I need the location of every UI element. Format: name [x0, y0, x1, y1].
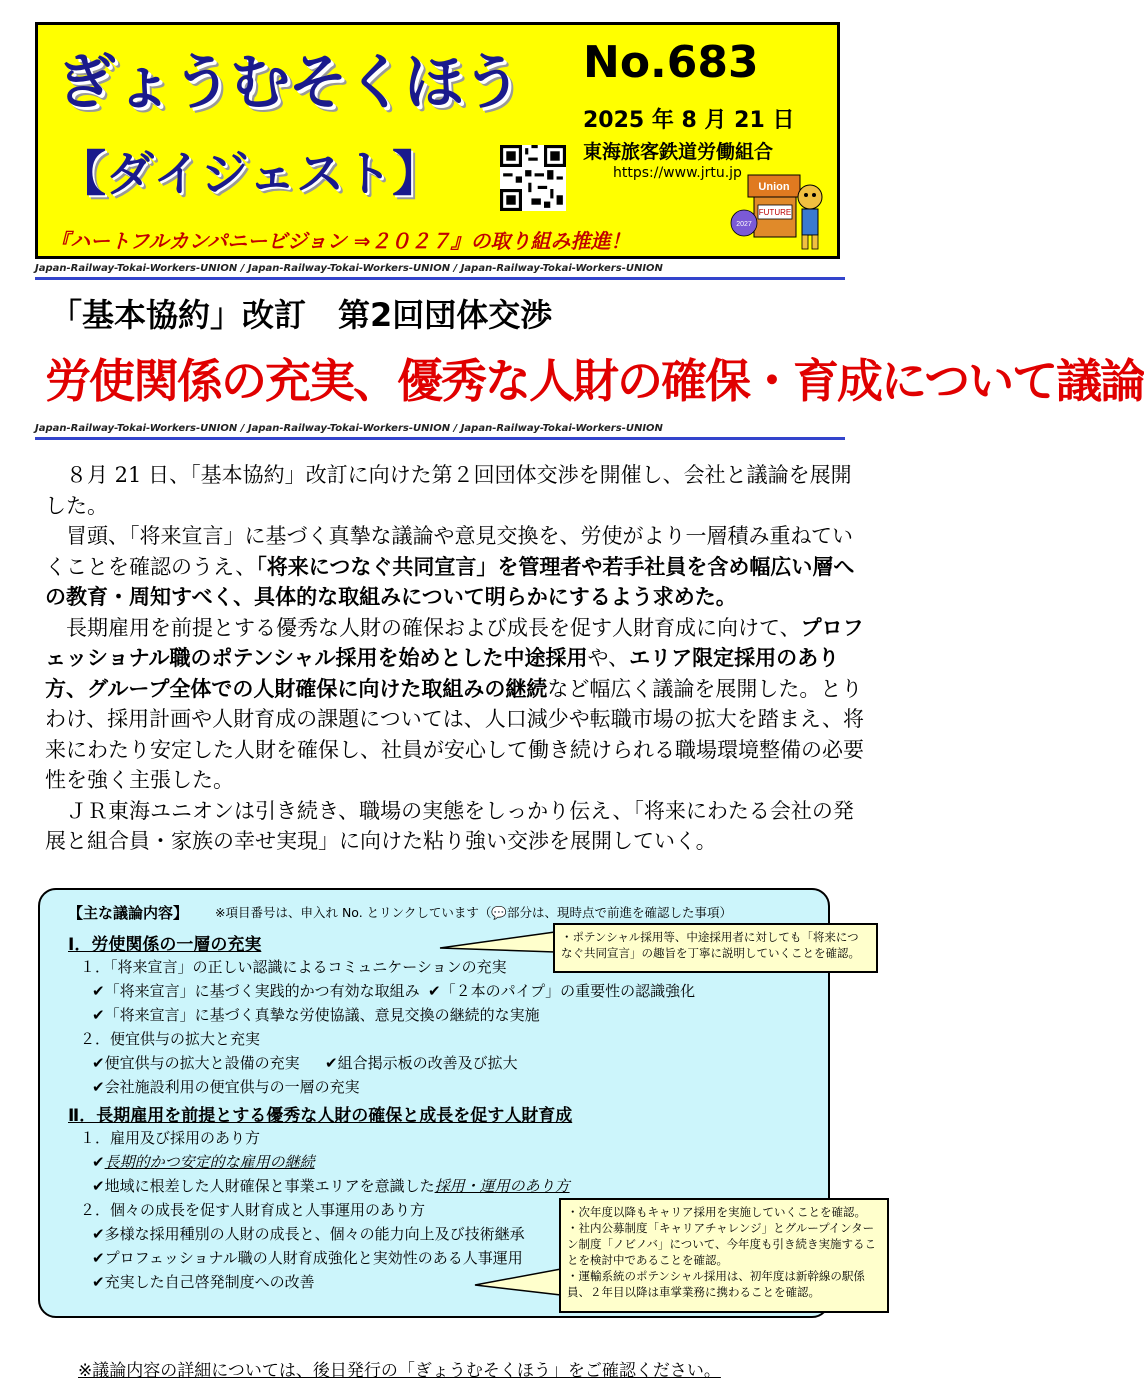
- mascot-year-badge: 2027: [736, 221, 752, 228]
- article-subtitle: 「基本協約」改訂 第2回団体交渉: [50, 296, 553, 334]
- section-2-heading: Ⅱ．長期雇用を前提とする優秀な人財の確保と成長を促す人財育成: [68, 1106, 573, 1126]
- s2-check-1: ✔長期的かつ安定的な雇用の継続: [92, 1153, 315, 1171]
- s2-check-2: [92, 1175, 570, 1196]
- paragraph-2: [45, 521, 865, 613]
- p3-bold-b: エリア限定採用のあり方、グループ全体での人財確保に向けた取組みの継続: [45, 646, 840, 701]
- s2-item-2: ２．個々の成長を促す人財育成と人事運用のあり方: [80, 1201, 426, 1219]
- paragraph-3: [45, 613, 865, 796]
- s1-check-2: ✔「２本のパイプ」の重要性の認識強化: [428, 982, 696, 1000]
- p3-bold-a: プロフェッショナル職のポテンシャル採用を始めとした中途採用: [45, 615, 864, 670]
- qr-code-icon[interactable]: [500, 145, 566, 211]
- summary-note: ※項目番号は、申入れ No. とリンクしています（💬部分は、現時点で前進を確認した事項）: [215, 905, 732, 920]
- callout-2-line-2: ・社内公募制度「キャリアチャレンジ」とグループインターン制度「ノビノバ」について、今年度も引き続き実施することを検討中であることを確認。: [567, 1221, 877, 1267]
- s2-check-2-text: ✔地域に根差した人財確保と事業エリアを意識した: [92, 1177, 435, 1195]
- callout-2-line-3: ・運輸系統のポテンシャル採用は、初年度は新幹線の駅係員、２年目以降は車掌業務に携わることを確認。: [567, 1269, 865, 1299]
- article-headline: 労使関係の充実、優秀な人財の確保・育成について議論: [45, 354, 1144, 408]
- slogan: 『ハートフルカンパニービジョン ⇒２０２７』の取り組み推進！: [50, 229, 631, 253]
- s2-item-1: １．雇用及び採用のあり方: [80, 1129, 261, 1147]
- callout-1-text: ・ポテンシャル採用等、中途採用者に対しても「将来につなぐ共同宣言」の趣旨を丁寧に説明していくことを確認。: [561, 930, 860, 960]
- s1-check-5: ✔組合掲示板の改善及び拡大: [325, 1054, 518, 1072]
- callout-progress-2: [559, 1198, 889, 1313]
- summary-title: 【主な議論内容】: [68, 904, 189, 922]
- newsletter-title: ぎょうむそくほう: [56, 48, 520, 118]
- decorative-band-top: Japan-Railway-Tokai-Workers-UNION / Japan-Railway-Tokai-Workers-UNION / Japan-Railway-Tokai-Workers-UNION: [35, 263, 845, 280]
- s1-check-6: ✔会社施設利用の便宜供与の一層の充実: [92, 1078, 360, 1096]
- issue-number: No.683: [583, 37, 759, 88]
- s2-check-2-emph: 採用・運用のあり方: [434, 1177, 570, 1195]
- s1-check-4: ✔便宜供与の拡大と設備の充実: [92, 1054, 300, 1072]
- callout-progress-1: [553, 923, 878, 973]
- s1-item-2: ２．便宜供与の拡大と充実: [80, 1030, 261, 1048]
- p2-bold: 「将来につなぐ共同宣言」を管理者や若手社員を含め幅広い層への教育・周知すべく、具体的な取組みについて明らかにするよう求めた。: [45, 554, 855, 609]
- p3-text-a: 長期雇用を前提とする優秀な人財の確保および成長を促す人財育成に向けて、: [66, 615, 801, 640]
- union-mascot-icon: [718, 175, 830, 253]
- paragraph-4: ＪＲ東海ユニオンは引き続き、職場の実態をしっかり伝え、「将来にわたる会社の発展と組合員・家族の幸せ実現」に向けた粘り強い交渉を展開していく。: [45, 798, 854, 853]
- s2-check-5: ✔充実した自己啓発制度への改善: [92, 1273, 315, 1291]
- s2-check-4: ✔プロフェッショナル職の人財育成強化と実効性のある人事運用: [92, 1249, 523, 1267]
- union-name: 東海旅客鉄道労働組合: [583, 141, 774, 163]
- s1-item-1: １．「将来宣言」の正しい認識によるコミュニケーションの充実: [80, 958, 507, 976]
- p3-text-c: など幅広く議論を展開した。とりわけ、採用計画や人財育成の課題については、人口減少や転職市場の拡大を踏まえ、将来にわたり安定した人財を確保し、社員が安心して働き続けられる職場環境整備の必要性を強く主張した。: [45, 676, 864, 792]
- callout-2-line-1: ・次年度以降もキャリア採用を実施していくことを確認。: [567, 1205, 866, 1219]
- s1-check-3: ✔「将来宣言」に基づく真摯な労使協議、意見交換の継続的な実施: [92, 1006, 540, 1024]
- digest-label: 【ダイジェスト】: [58, 146, 441, 202]
- p3-text-b: や、: [587, 646, 630, 670]
- decorative-band-bottom: Japan-Railway-Tokai-Workers-UNION / Japan-Railway-Tokai-Workers-UNION / Japan-Railway-Tokai-Workers-UNION: [35, 423, 845, 440]
- footer-note: ※議論内容の詳細については、後日発行の「ぎょうむそくほう」をご確認ください。: [78, 1361, 721, 1381]
- section-1-heading: Ⅰ．労使関係の一層の充実: [68, 935, 262, 955]
- callout-2-pointer: [475, 1265, 565, 1305]
- mascot-union-text: Union: [758, 181, 790, 193]
- callout-1-pointer: [440, 930, 560, 960]
- issue-date: 2025 年 8 月 21 日: [583, 108, 795, 133]
- p2-text: 冒頭、「将来宣言」に基づく真摯な議論や意見交換を、労使がより一層積み重ねていくことを確認のうえ、: [45, 524, 853, 579]
- newsletter-header: [35, 22, 840, 259]
- s2-check-1-text: 長期的かつ安定的な雇用の継続: [104, 1153, 315, 1171]
- s2-check-3: ✔多様な採用種別の人財の成長と、個々の能力向上及び技術継承: [92, 1225, 525, 1243]
- mascot-future-sign: FUTURE: [758, 208, 792, 217]
- s1-check-1: ✔「将来宣言」に基づく実践的かつ有効な取組み: [92, 982, 420, 1000]
- website-url[interactable]: https://www.jrtu.jp: [613, 165, 742, 181]
- article-body: [45, 460, 865, 857]
- paragraph-1: ８月 21 日、「基本協約」改訂に向けた第２回団体交渉を開催し、会社と議論を展開した。: [45, 463, 852, 518]
